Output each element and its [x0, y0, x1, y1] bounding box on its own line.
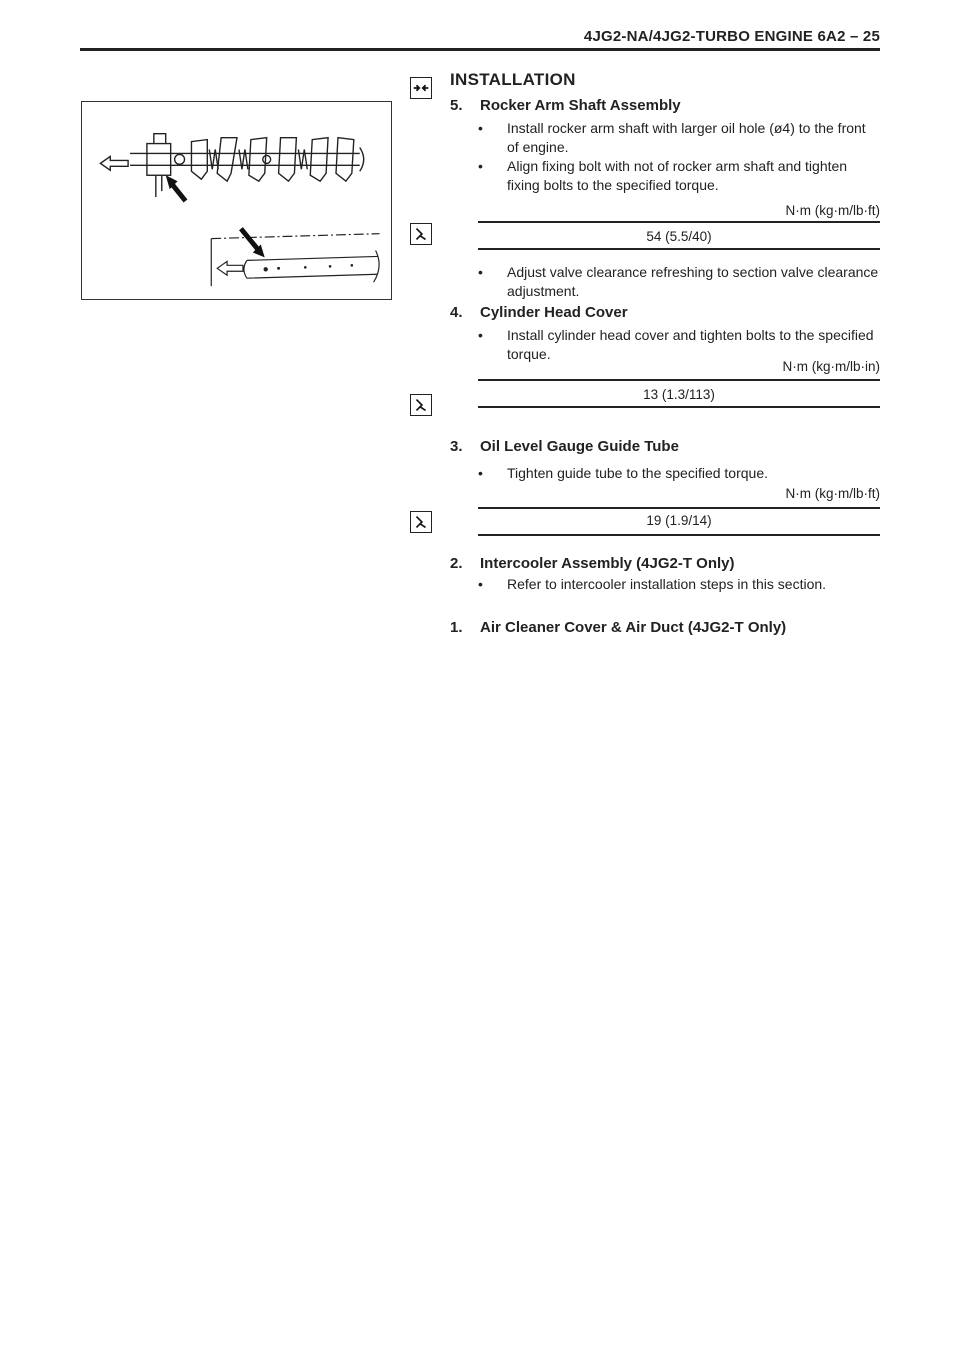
step-number: 4. — [450, 304, 463, 321]
rocker-arm-shaft-illustration — [82, 102, 391, 299]
bullet-text: Refer to intercooler installation steps in this section. — [507, 576, 827, 592]
bullet-text: Align fixing bolt with not of rocker arm shaft and tighten fixing bolts to the specified torque. — [507, 158, 848, 193]
bullet-dot: • — [478, 465, 483, 481]
torque-rule-top — [478, 379, 880, 381]
torque-rule-bottom — [478, 248, 880, 250]
bullet-item — [478, 464, 880, 483]
section-title: INSTALLATION — [450, 70, 576, 89]
step-4-heading — [450, 304, 628, 321]
step-3-heading — [450, 438, 679, 455]
bullet-item — [478, 575, 880, 594]
step-2-heading — [450, 555, 735, 572]
step-title: Air Cleaner Cover & Air Duct (4JG2-T Only) — [480, 619, 787, 636]
torque-wrench-icon — [410, 394, 432, 416]
torque-unit: N·m (kg·m/lb·ft) — [785, 486, 880, 501]
step-number: 5. — [450, 97, 463, 114]
bullet-dot: • — [478, 158, 483, 174]
step-number: 1. — [450, 619, 463, 636]
torque-value: 54 (5.5/40) — [646, 229, 712, 244]
torque-rule-bottom — [478, 534, 880, 536]
torque-rule-bottom — [478, 406, 880, 408]
bullet-item — [478, 119, 880, 157]
torque-unit: N·m (kg·m/lb·in) — [782, 359, 880, 374]
bullet-dot: • — [478, 327, 483, 343]
torque-rule-top — [478, 507, 880, 509]
step-title: Oil Level Gauge Guide Tube — [480, 438, 679, 455]
rocker-arm-shaft-figure — [81, 101, 392, 300]
arrows-converge-icon — [410, 77, 432, 99]
torque-rule-top — [478, 221, 880, 223]
bullet-item — [478, 157, 880, 195]
bullet-item — [478, 263, 880, 301]
page-header-title: 4JG2-NA/4JG2-TURBO ENGINE 6A2 – 25 — [583, 28, 880, 45]
bullet-dot: • — [478, 576, 483, 592]
step-number: 2. — [450, 555, 463, 572]
step-1-heading — [450, 619, 786, 636]
bullet-text: Tighten guide tube to the specified torque. — [507, 465, 768, 481]
bullet-text: Install cylinder head cover and tighten bolts to the specified torque. — [507, 327, 874, 362]
step-title: Cylinder Head Cover — [480, 304, 628, 321]
bullet-text: Install rocker arm shaft with larger oil hole (ø4) to the front of engine. — [507, 120, 866, 155]
torque-wrench-icon — [410, 511, 432, 533]
torque-value: 13 (1.3/113) — [643, 387, 715, 402]
torque-wrench-icon — [410, 223, 432, 245]
torque-unit: N·m (kg·m/lb·ft) — [785, 203, 880, 218]
step-5-heading — [450, 97, 681, 114]
step-title: Intercooler Assembly (4JG2-T Only) — [480, 555, 735, 572]
torque-value: 19 (1.9/14) — [646, 513, 712, 528]
bullet-dot: • — [478, 120, 483, 136]
bullet-text: Adjust valve clearance refreshing to section valve clearance adjustment. — [507, 264, 879, 299]
step-number: 3. — [450, 438, 463, 455]
bullet-dot: • — [478, 264, 483, 280]
header-rule — [80, 48, 880, 51]
step-title: Rocker Arm Shaft Assembly — [480, 97, 681, 114]
